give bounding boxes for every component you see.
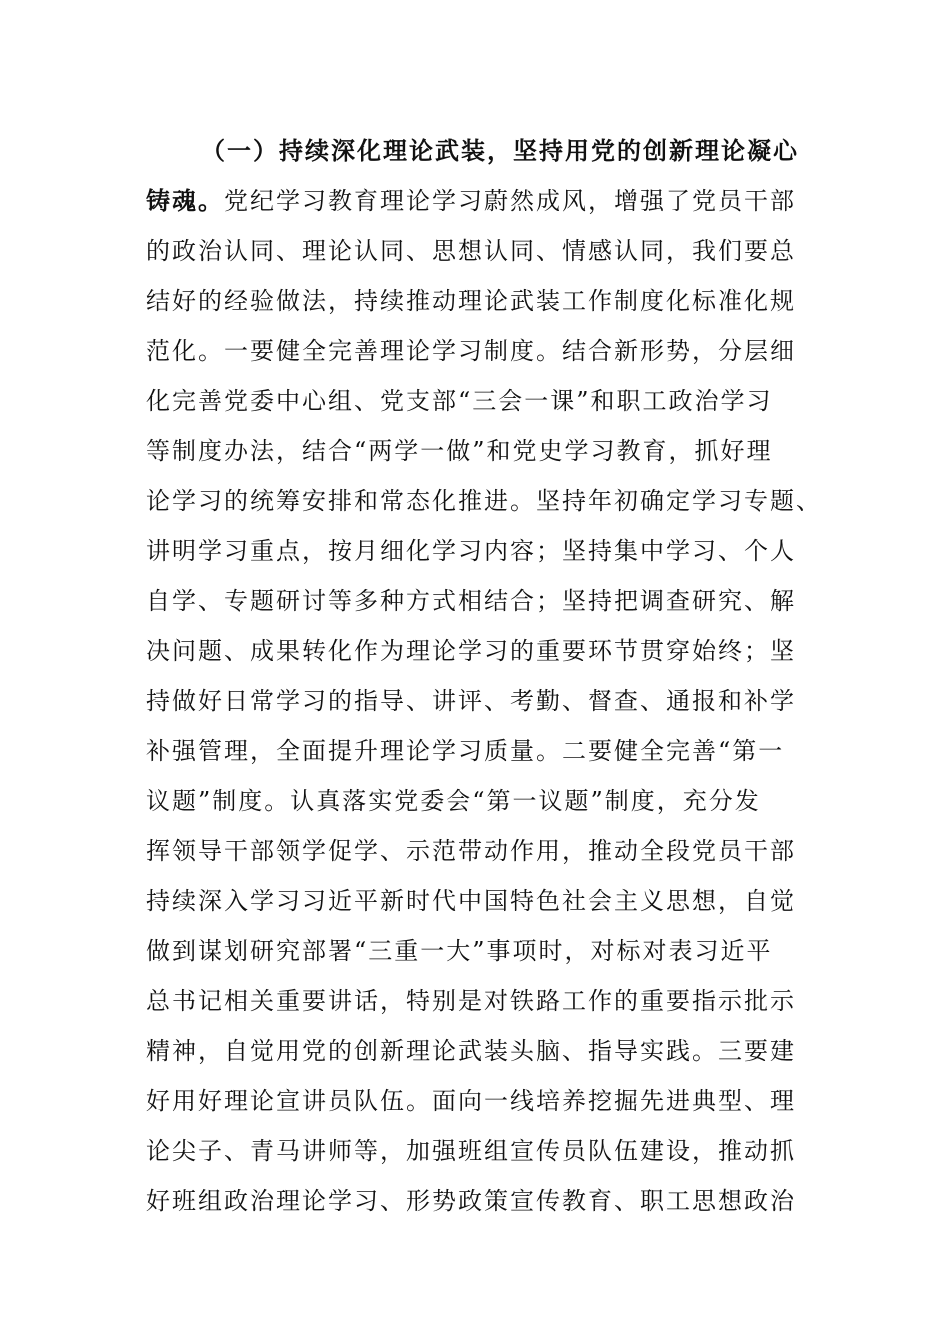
- paragraph-line: 好班组政治理论学习、形势政策宣传教育、职工思想政治: [146, 1187, 796, 1215]
- section-heading-end: 铸魂。: [146, 186, 224, 215]
- paragraph-line: 持做好日常学习的指导、讲评、考勤、督查、通报和补学: [146, 687, 796, 715]
- paragraph-line: 讲明学习重点，按月细化学习内容；坚持集中学习、个人: [146, 537, 796, 565]
- paragraph-line: 精神，自觉用党的创新理论武装头脑、指导实践。三要建: [146, 1037, 796, 1065]
- paragraph-line: 论学习的统筹安排和常态化推进。坚持年初确定学习专题、: [146, 487, 822, 515]
- section-heading: （一）持续深化理论武装，坚持用党的创新理论凝心: [201, 136, 799, 165]
- paragraph-line: 自学、专题研讨等多种方式相结合；坚持把调查研究、解: [146, 587, 796, 615]
- paragraph-line: 议题”制度。认真落实党委会“第一议题”制度，充分发: [146, 787, 761, 815]
- paragraph-line: 结好的经验做法，持续推动理论武装工作制度化标准化规: [146, 287, 796, 315]
- paragraph-line: 论尖子、青马讲师等，加强班组宣传员队伍建设，推动抓: [146, 1137, 796, 1165]
- paragraph-line: 等制度办法，结合“两学一做”和党史学习教育，抓好理: [146, 437, 773, 465]
- paragraph-line: 补强管理，全面提升理论学习质量。二要健全完善“第一: [146, 737, 785, 765]
- paragraph-line: 化完善党委中心组、党支部“三会一课”和职工政治学习: [146, 387, 773, 415]
- paragraph-line: [146, 176, 796, 226]
- paragraph-line: 挥领导干部领学促学、示范带动作用，推动全段党员干部: [146, 837, 796, 865]
- paragraph-line: 总书记相关重要讲话，特别是对铁路工作的重要指示批示: [146, 987, 796, 1015]
- paragraph-line: 好用好理论宣讲员队伍。面向一线培养挖掘先进典型、理: [146, 1087, 796, 1115]
- paragraph-line: 持续深入学习习近平新时代中国特色社会主义思想，自觉: [146, 887, 796, 915]
- paragraph-line-text: 党纪学习教育理论学习蔚然成风，增强了党员干部: [224, 187, 796, 215]
- paragraph-line: 的政治认同、理论认同、思想认同、情感认同，我们要总: [146, 237, 796, 265]
- paragraph-line: 范化。一要健全完善理论学习制度。结合新形势，分层细: [146, 337, 796, 365]
- paragraph-line: 做到谋划研究部署“三重一大”事项时，对标对表习近平: [146, 937, 773, 965]
- paragraph-line: 决问题、成果转化作为理论学习的重要环节贯穿始终；坚: [146, 637, 796, 665]
